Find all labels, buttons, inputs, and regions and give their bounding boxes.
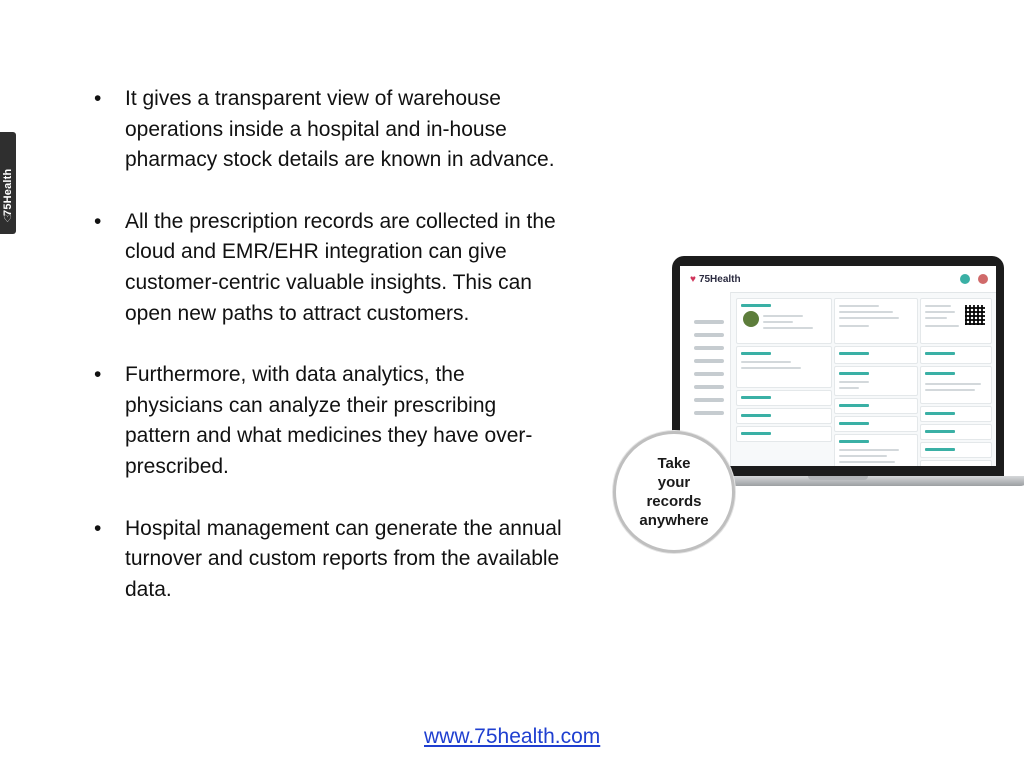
vaccine-card xyxy=(736,390,832,406)
procedures-card xyxy=(834,346,918,364)
medications-card xyxy=(920,366,992,404)
bullet-text: Furthermore, with data analytics, the physicians can analyze their prescribing pattern and what medicines they have over-prescribed. xyxy=(125,363,533,478)
app-logo xyxy=(690,274,741,285)
badge-line: anywhere xyxy=(639,512,709,529)
goals-card xyxy=(834,366,918,396)
management-card xyxy=(736,426,832,442)
implantable-card xyxy=(736,408,832,424)
bullet-dot: • xyxy=(94,516,102,540)
brand-name: 75Health xyxy=(2,168,14,216)
contact-card xyxy=(834,298,918,344)
app-content xyxy=(736,298,990,466)
laptop-screen xyxy=(672,256,1004,476)
website-link[interactable]: www.75health.com xyxy=(424,725,601,748)
qr-code-icon xyxy=(965,305,985,325)
attach-file-card xyxy=(920,442,992,458)
handout-card xyxy=(920,460,992,466)
profile-icon xyxy=(978,274,988,284)
test-order-card xyxy=(920,346,992,364)
heart-icon: ♥ xyxy=(690,273,696,285)
app-screenshot xyxy=(680,266,996,466)
heart-outline-icon: ♡ xyxy=(3,214,12,225)
brand-side-tab xyxy=(0,132,16,234)
bullet-dot: • xyxy=(94,87,102,110)
bullet-item xyxy=(92,207,562,329)
app-name: 75Health xyxy=(698,273,741,285)
status-card xyxy=(834,416,918,432)
patient-card xyxy=(736,298,832,344)
badge-line: Take xyxy=(657,455,691,472)
bullet-item xyxy=(92,360,562,482)
patient-avatar xyxy=(743,311,759,327)
directives-card xyxy=(834,398,918,414)
badge-line: your xyxy=(657,474,691,491)
app-header xyxy=(680,266,996,293)
bullet-item xyxy=(92,514,562,606)
bullet-text: Hospital management can generate the annual turnover and custom reports from the available data. xyxy=(125,516,562,601)
physical-exam-card xyxy=(920,406,992,422)
bullet-dot: • xyxy=(94,363,102,387)
problems-card xyxy=(834,434,918,466)
bullet-list xyxy=(92,84,562,636)
bullet-text: It gives a transparent view of warehouse operations inside a hospital and in-house pharmacy stock details are known in advance. xyxy=(125,87,555,172)
bullet-dot: • xyxy=(94,209,102,233)
forms-card xyxy=(920,424,992,440)
bullet-item xyxy=(92,84,562,176)
badge-line: records xyxy=(646,493,702,510)
records-badge xyxy=(613,431,735,553)
qr-card xyxy=(920,298,992,344)
bullet-text: All the prescription records are collected in the cloud and EMR/EHR integration can give customer-centric valuable insights. This can open new paths to attract customers. xyxy=(125,209,556,325)
notification-icon xyxy=(960,274,970,284)
vitals-card xyxy=(736,346,832,388)
